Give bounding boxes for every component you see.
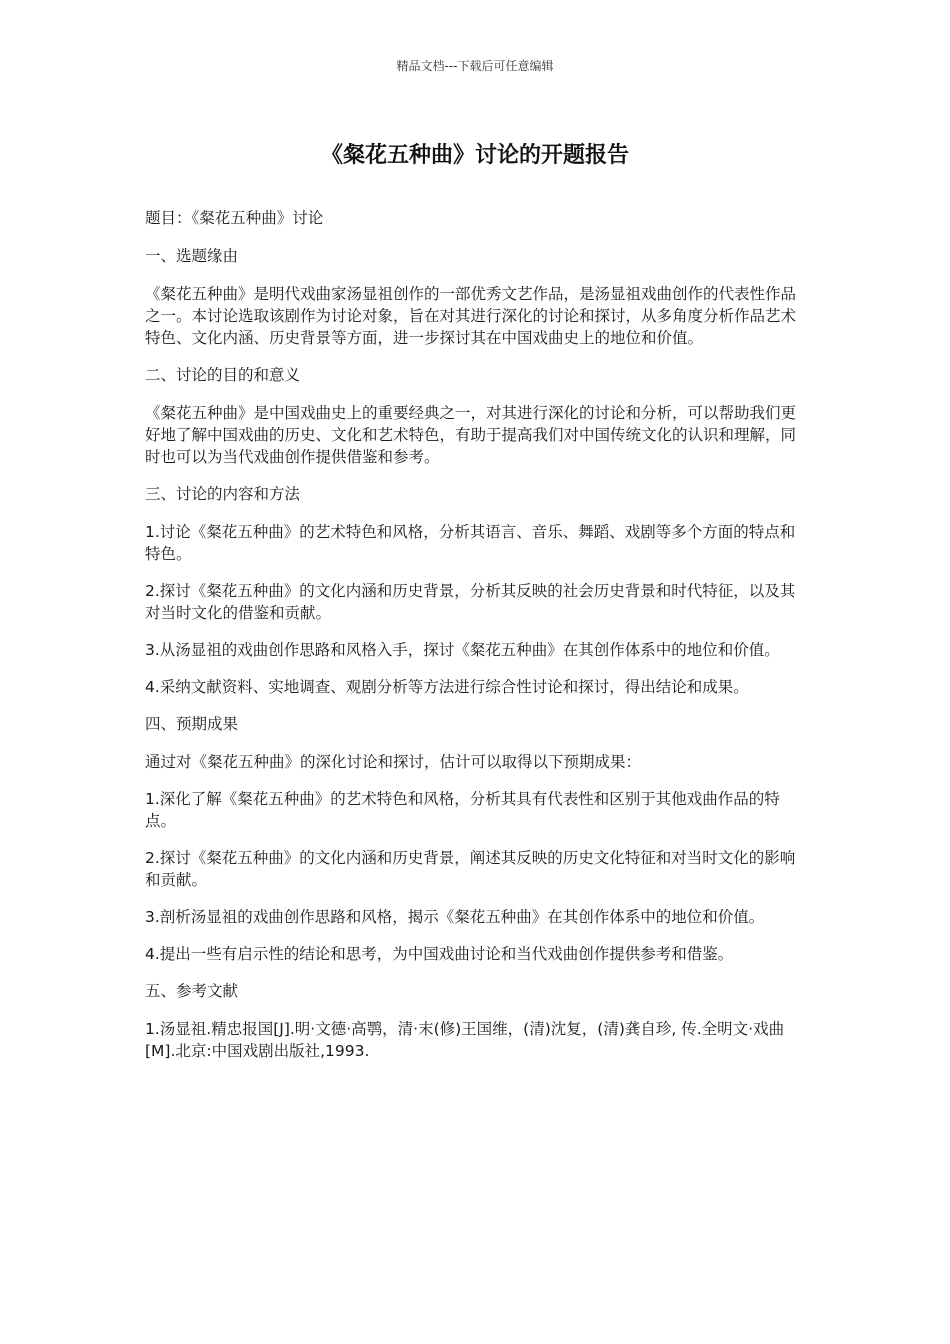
list-item: 1.讨论《粲花五种曲》的艺术特色和风格，分析其语言、音乐、舞蹈、戏剧等多个方面的特点和特色。 (145, 523, 796, 563)
section-heading-3: 三、讨论的内容和方法 (145, 485, 301, 503)
paragraph: 《粲花五种曲》是明代戏曲家汤显祖创作的一部优秀文艺作品，是汤显祖戏曲创作的代表性作品之一。本讨论选取该剧作为讨论对象，旨在对其进行深化的讨论和探讨，从多角度分析作品艺术特色、文化内涵、历史背景等方面，进一步探讨其在中国戏曲史上的地位和价值。 (145, 285, 797, 347)
section-heading-2: 二、讨论的目的和意义 (145, 366, 301, 384)
document-title: 《粲花五种曲》讨论的开题报告 (320, 143, 629, 168)
document-body (145, 207, 805, 1077)
list-item: 3.从汤显祖的戏曲创作思路和风格入手，探讨《粲花五种曲》在其创作体系中的地位和价值。 (145, 641, 780, 659)
list-item: 4.采纳文献资料、实地调查、观剧分析等方法进行综合性讨论和探讨，得出结论和成果。 (145, 678, 749, 696)
reference-item: 1.汤显祖.精忠报国[J].明·文德·高鹗，清·末(修)王国维，(清)沈复，(清)龚自珍, 传.全明文·戏曲[M].北京:中国戏剧出版社,1993. (145, 1020, 785, 1060)
list-item: 4.提出一些有启示性的结论和思考，为中国戏曲讨论和当代戏曲创作提供参考和借鉴。 (145, 945, 734, 963)
list-item: 2.探讨《粲花五种曲》的文化内涵和历史背景，阐述其反映的历史文化特征和对当时文化的影响和贡献。 (145, 849, 796, 889)
list-item: 2.探讨《粲花五种曲》的文化内涵和历史背景，分析其反映的社会历史背景和时代特征，以及其对当时文化的借鉴和贡献。 (145, 582, 796, 622)
section-heading-1: 一、选题缘由 (145, 247, 239, 265)
paragraph: 通过对《粲花五种曲》的深化讨论和探讨，估计可以取得以下预期成果： (145, 753, 642, 771)
section-heading-4: 四、预期成果 (145, 715, 239, 733)
list-item: 1.深化了解《粲花五种曲》的艺术特色和风格，分析其具有代表性和区别于其他戏曲作品的特点。 (145, 790, 780, 830)
paragraph: 《粲花五种曲》是中国戏曲史上的重要经典之一，对其进行深化的讨论和分析，可以帮助我们更好地了解中国戏曲的历史、文化和艺术特色，有助于提高我们对中国传统文化的认识和理解，同时也可以为当代戏曲创作提供借鉴和参考。 (145, 404, 797, 466)
section-heading-5: 五、参考文献 (145, 982, 239, 1000)
list-item: 3.剖析汤显祖的戏曲创作思路和风格，揭示《粲花五种曲》在其创作体系中的地位和价值。 (145, 908, 765, 926)
header-note: 精品文档---下载后可任意编辑 (396, 59, 554, 73)
topic-line: 题目：《粲花五种曲》讨论 (145, 209, 324, 227)
